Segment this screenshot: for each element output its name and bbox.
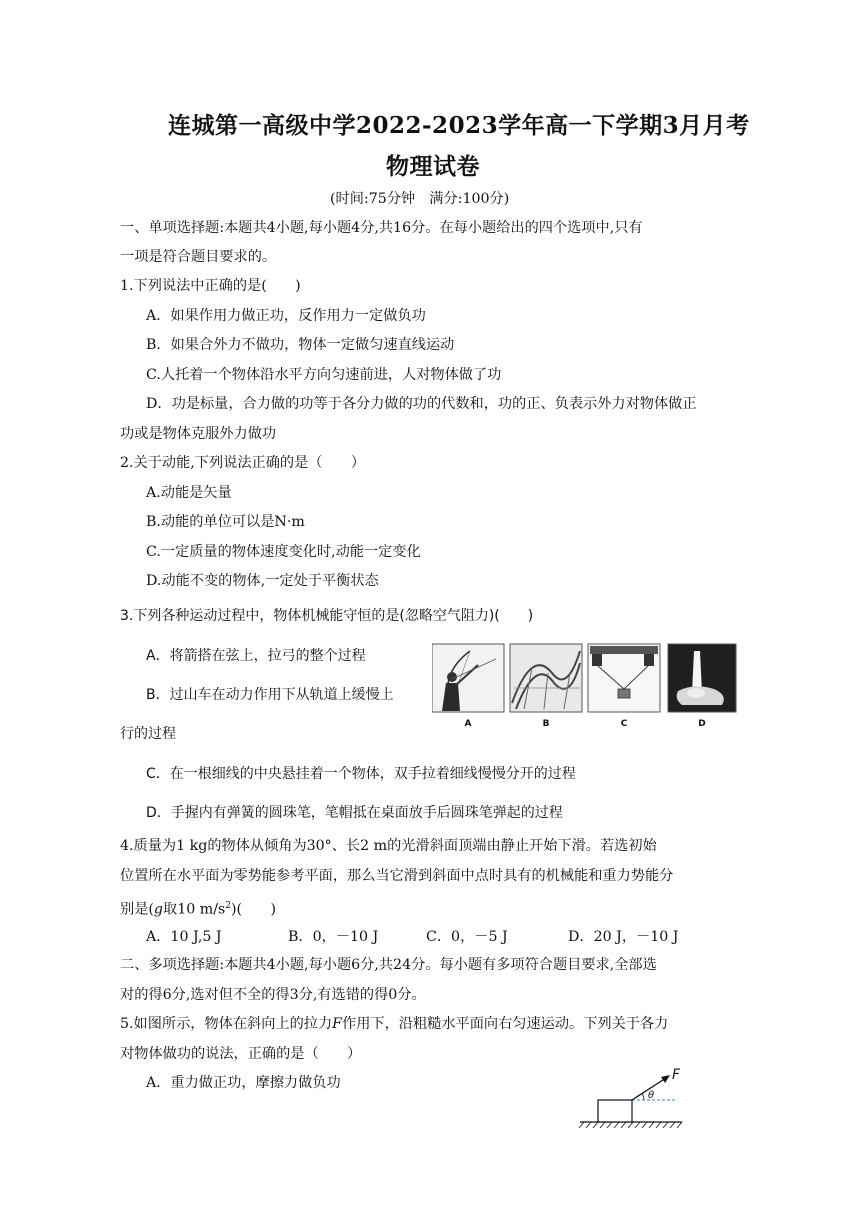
q4-stem-end: 别是(g取10 $m/s^2$)( ) (120, 901, 276, 918)
q3-option-b-cont: 行的过程 (120, 726, 176, 742)
q3-figure (432, 643, 738, 731)
section1-heading: 一、单项选择题:本题共4小题,每小题4分,共16分。在每小题给出的四个选项中,只有 (120, 220, 643, 236)
figure-label-b: B (542, 719, 550, 729)
photo-c-hanging-weight (588, 644, 660, 712)
q3-stem: 3.下列各种运动过程中，物体机械能守恒的是(忽略空气阻力)( ) (120, 608, 534, 624)
q5-force-diagram (576, 1062, 686, 1132)
photo-b-roller-coaster (510, 644, 582, 712)
section2-heading: 二、多项选择题:本题共4小题,每小题6分,共24分。每小题有多项符合题目要求,全部选 (120, 957, 657, 973)
q5-option-a: A．重力做正功，摩擦力做负功 (146, 1075, 341, 1091)
q4-option-d: D．20 J，－10 J (568, 929, 679, 945)
q4-stem: 4.质量为1 kg的物体从倾角为30°、长2 m的光滑斜面顶端由静止开始下滑。若选初始 (120, 838, 657, 854)
photo-a-archer (432, 644, 504, 712)
q2-option-b: B.动能的单位可以是N·m (146, 514, 305, 530)
q3-option-a: A．将箭搭在弦上，拉弓的整个过程 (146, 648, 366, 664)
q4-option-b: B．0，－10 J (288, 929, 379, 945)
q3-option-c: C．在一根细线的中央悬挂着一个物体，双手拉着细线慢慢分开的过程 (146, 766, 576, 782)
q3-option-d: D．手握内有弹簧的圆珠笔，笔帽抵在桌面放手后圆珠笔弹起的过程 (146, 805, 563, 821)
angle-label: θ (648, 1090, 655, 1101)
q1-option-b: B．如果合外力不做功，物体一定做匀速直线运动 (146, 337, 455, 353)
q3-option-b: B．过山车在动力作用下从轨道上缓慢上 (146, 687, 394, 703)
photo-d-pen-in-hand (668, 644, 736, 712)
figure-label-a: A (464, 719, 472, 729)
figure-label-c: C (620, 719, 628, 729)
q4-option-c: C．0，－5 J (426, 929, 508, 945)
block (598, 1100, 632, 1122)
q1-option-a: A．如果作用力做正功，反作用力一定做负功 (146, 308, 426, 324)
q4-option-a: A．10 J,5 J (146, 929, 222, 945)
figure-label-d: D (698, 719, 706, 729)
section2-heading-cont: 对的得6分,选对但不全的得3分,有选错的得0分。 (120, 987, 426, 1003)
q4-stem-cont: 位置所在水平面为零势能参考平面，那么当它滑到斜面中点时具有的机械能和重力势能分 (120, 868, 674, 884)
q2-stem: 2.关于动能,下列说法正确的是（ ） (120, 455, 366, 471)
q1-stem: 1.下列说法中正确的是( ) (120, 278, 301, 294)
q5-stem-cont: 对物体做功的说法，正确的是（ ） (120, 1046, 362, 1062)
q1-option-d-cont: 功或是物体克服外力做功 (120, 426, 277, 442)
q1-option-d: D．功是标量，合力做的功等于各分力做的功的代数和，功的正、负表示外力对物体做正 (146, 396, 697, 412)
q5-stem: 5.如图所示，物体在斜向上的拉力F作用下，沿粗糙水平面向右匀速运动。下列关于各力 (120, 1016, 669, 1032)
exam-info: (时间:75分钟 满分:100分) (330, 191, 510, 207)
exam-subtitle: 物理试卷 (386, 153, 480, 180)
exam-title: 连城第一高级中学2022-2023学年高一下学期3月月考 (168, 112, 750, 139)
q2-option-c: C.一定质量的物体速度变化时,动能一定变化 (146, 544, 421, 560)
q2-option-d: D.动能不变的物体,一定处于平衡状态 (146, 573, 379, 589)
q1-option-c: C.人托着一个物体沿水平方向匀速前进，人对物体做了功 (146, 367, 502, 383)
section1-heading-cont: 一项是符合题目要求的。 (120, 249, 277, 265)
q2-option-a: A.动能是矢量 (146, 485, 232, 501)
force-label: F (672, 1067, 681, 1083)
